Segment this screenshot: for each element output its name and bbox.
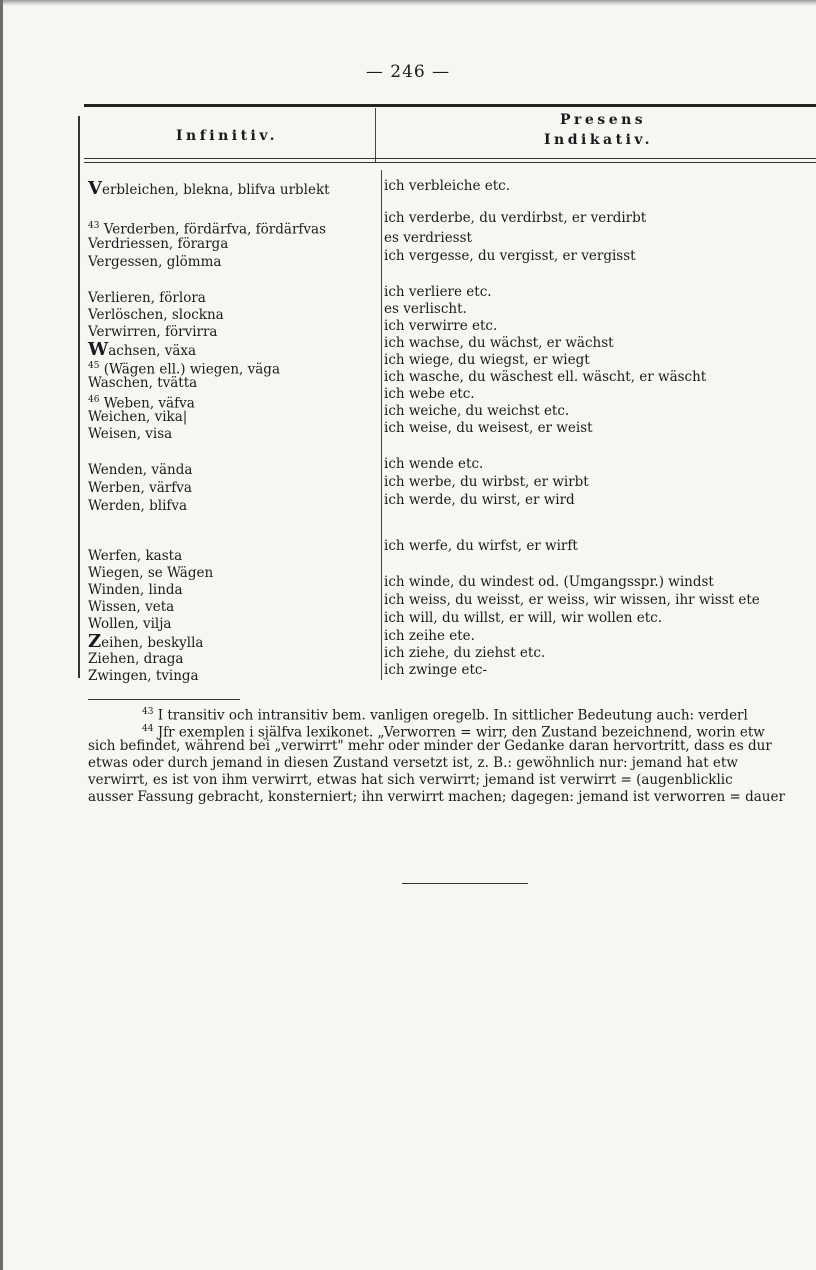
presens-entry: ich wachse, du wächst, er wächst [384,335,614,351]
infinitive-entry: Verlöschen, slockna [88,307,224,323]
presens-entry: ich zeihe ete. [384,628,475,644]
infinitive-entry: $^{43}$ Verderben, fördärfva, fördärfvas [88,221,326,238]
verb-table [78,104,816,684]
footnote: $^{44}$ Jfr exemplen i själfva lexikonet. „Verworren = wirr, den Zustand bezeichnend, worin etw [142,724,765,741]
presens-entry: es verdriesst [384,230,472,246]
presens-entry: ich wiege, du wiegst, er wiegt [384,352,590,368]
table-left-border [78,116,80,678]
column-divider [381,170,382,680]
presens-entry: ich verbleiche etc. [384,178,511,194]
initial-letter: Z [88,631,102,652]
presens-entry: ich wende etc. [384,456,484,472]
presens-entry: ich weiche, du weichst etc. [384,403,570,419]
infinitive-entry: Winden, linda [88,582,183,598]
infinitive-entry: $^{46}$ Weben, väfva [88,395,195,412]
infinitive-entry: Verlieren, förlora [88,290,206,306]
infinitive-entry: Wenden, vända [88,462,193,478]
header-rule [84,158,816,159]
footnote-marker: 46 [88,395,100,405]
presens-entry: ich wasche, du wäschest ell. wäscht, er wäscht [384,369,707,385]
presens-entry: ich ziehe, du ziehst etc. [384,645,546,661]
column-header-infinitiv: Infinitiv. [176,128,278,144]
page-number: — 246 — [365,62,451,82]
page-left-edge [0,0,3,1270]
column-divider [375,108,376,162]
presens-entry: ich werfe, du wirfst, er wirft [384,538,578,554]
footnote-continuation: ausser Fassung gebracht, konsterniert; ihn verwirrt machen; dagegen: jemand ist verworren = dauer [88,789,785,805]
footnote-marker: 45 [88,361,100,371]
infinitive-entry: Weisen, visa [88,426,173,442]
presens-entry: ich vergesse, du vergisst, er vergisst [384,248,636,264]
infinitive-entry: Werfen, kasta [88,548,183,564]
presens-entry: ich verderbe, du verdirbst, er verdirbt [384,210,647,226]
infinitive-entry [88,180,330,200]
column-header-indikativ: Indikativ. [544,132,653,148]
footnote-marker: 43 [88,221,100,231]
table-top-rule [84,104,816,107]
presens-entry: ich werbe, du wirbst, er wirbt [384,474,589,490]
infinitive-entry: Weichen, vika| [88,409,188,425]
header-rule [84,162,816,163]
initial-letter: V [88,178,102,199]
infinitive-entry: Verdriessen, förarga [88,236,229,252]
presens-entry: ich werde, du wirst, er wird [384,492,575,508]
presens-entry: es verlischt. [384,301,467,317]
footnote-marker: 43 [142,707,154,717]
initial-letter: W [88,339,109,360]
footnote-rule [88,699,240,700]
entry-text: achsen, växa [108,343,197,359]
presens-entry: ich weiss, du weisst, er weiss, wir wissen, ihr wisst ete [384,592,760,608]
presens-entry: ich weise, du weisest, er weist [384,420,593,436]
footnote-continuation: verwirrt, es ist von ihm verwirrt, etwas hat sich verwirrt; jemand ist verwirrt = (augenblicklic [88,772,733,788]
infinitive-entry [88,633,203,653]
footnote-marker: 44 [142,724,154,734]
infinitive-entry: Wollen, vilja [88,616,172,632]
footnote-continuation: sich befindet, während bei „verwirrt" mehr oder minder der Gedanke daran hervortritt, dass es dur [88,738,772,754]
infinitive-entry: Werden, blifva [88,498,188,514]
infinitive-entry: Verwirren, förvirra [88,324,218,340]
presens-entry: ich verwirre etc. [384,318,498,334]
infinitive-entry: Ziehen, draga [88,651,184,667]
infinitive-entry: Werben, värfva [88,480,192,496]
footnote-continuation: etwas oder durch jemand in diesen Zustand versetzt ist, z. B.: gewöhnlich nur: jemand hat etw [88,755,738,771]
presens-entry: ich verliere etc. [384,284,492,300]
infinitive-entry: Wissen, veta [88,599,175,615]
infinitive-entry: Zwingen, tvinga [88,668,199,684]
presens-entry: ich zwinge etc- [384,662,488,678]
infinitive-entry: Waschen, tvätta [88,375,198,391]
presens-entry: ich will, du willst, er will, wir wollen etc. [384,610,663,626]
infinitive-entry: $^{45}$ (Wägen ell.) wiegen, väga [88,361,280,378]
entry-text: erbleichen, blekna, blifva urblekt [101,182,330,198]
end-rule [402,883,528,884]
column-header-presens: Presens [560,112,647,128]
footnote: $^{43}$ I transitiv och intransitiv bem. vanligen oregelb. In sittlicher Bedeutung auch: verderl [142,707,748,724]
entry-text: eihen, beskylla [101,635,204,651]
infinitive-entry: Wiegen, se Wägen [88,565,214,581]
page-top-edge [0,0,816,6]
presens-entry: ich winde, du windest od. (Umgangsspr.) windst [384,574,714,590]
presens-entry: ich webe etc. [384,386,475,402]
infinitive-entry: Vergessen, glömma [88,254,222,270]
